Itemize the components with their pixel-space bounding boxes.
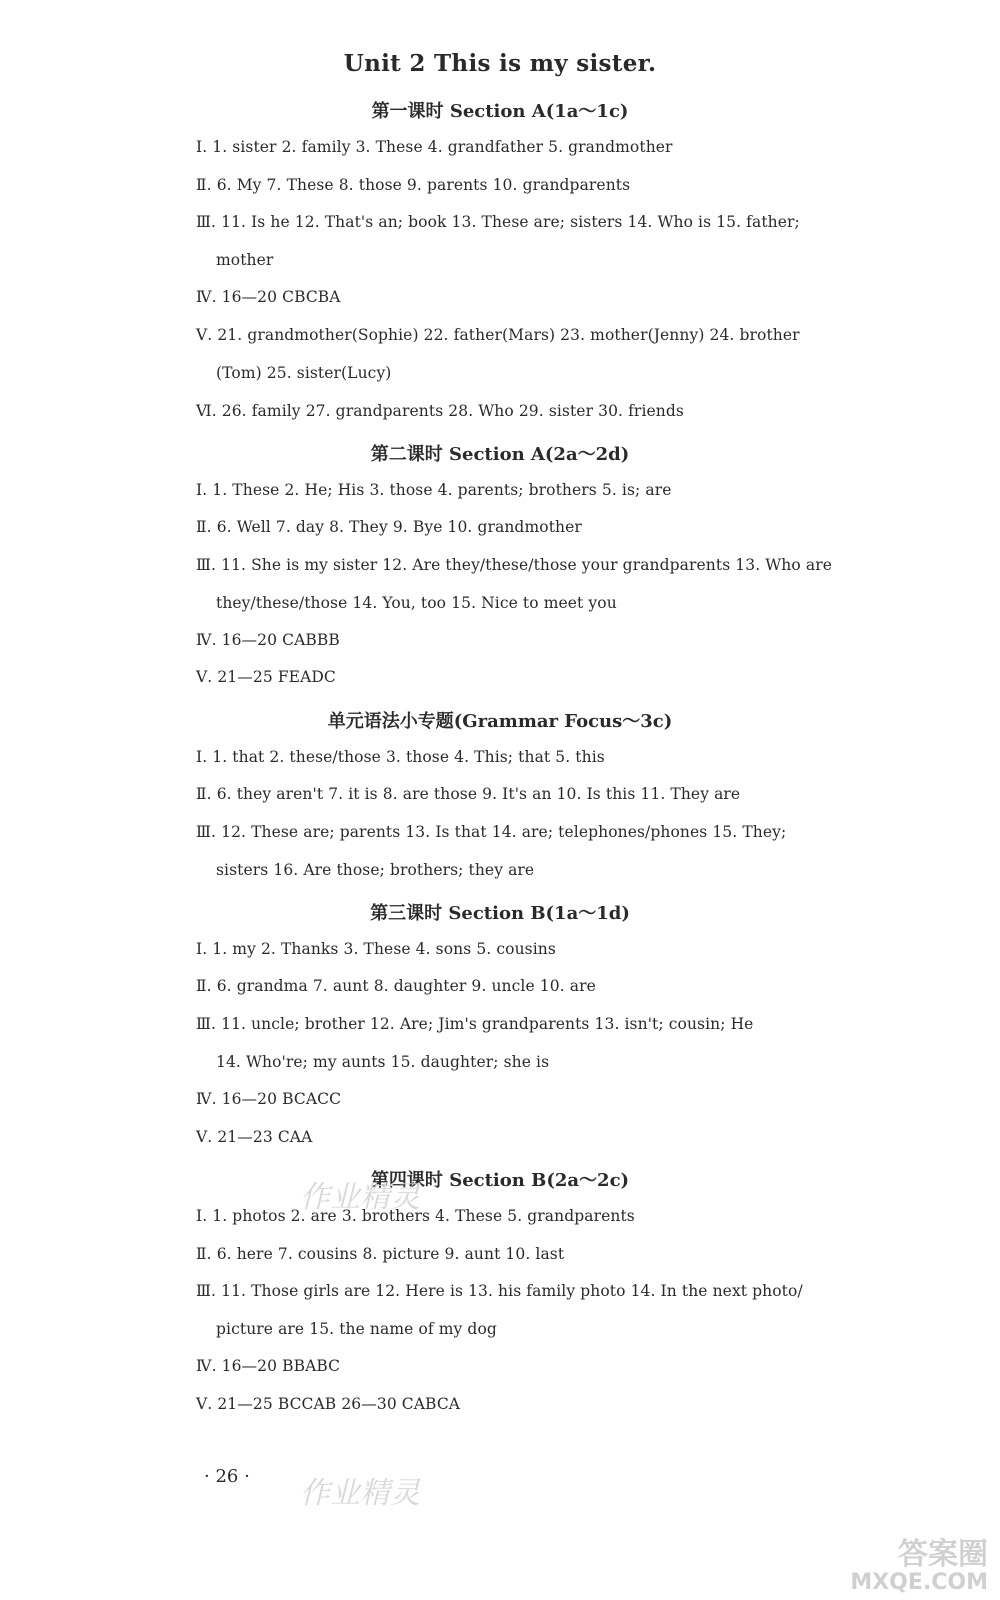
answer-line: Ⅵ. 26. family 27. grandparents 28. Who 29. sister 30. friends [196,402,684,420]
answer-line: Ⅴ. 21—25 FEADC [196,668,336,686]
answer-line: Ⅱ. 6. here 7. cousins 8. picture 9. aunt 10. last [196,1245,565,1263]
answer-line: Ⅱ. 6. My 7. These 8. those 9. parents 10. grandparents [196,176,631,194]
answer-line: Ⅱ. 6. grandma 7. aunt 8. daughter 9. uncle 10. are [196,977,596,995]
answer-line: Ⅴ. 21. grandmother(Sophie) 22. father(Mars) 23. mother(Jenny) 24. brother [196,326,800,344]
page-number: · 26 · [204,1466,250,1487]
answer-line: mother [216,251,274,269]
answer-line: Ⅰ. 1. These 2. He; His 3. those 4. parents; brothers 5. is; are [196,481,672,499]
answer-line: picture are 15. the name of my dog [216,1320,497,1338]
watermark-text: 作业精灵 [300,1180,420,1215]
answer-line: Ⅲ. 11. Is he 12. That's an; book 13. These are; sisters 14. Who is 15. father; [196,213,800,231]
watermark-logo-line: MXQE.COM [850,1569,988,1595]
answer-line: Ⅲ. 12. These are; parents 13. Is that 14. are; telephones/phones 15. They; [196,823,787,841]
answer-line: 14. Who're; my aunts 15. daughter; she is [216,1053,550,1071]
answer-line: Ⅳ. 16—20 CABBB [196,631,340,649]
unit-title: Unit 2 This is my sister. [343,50,657,77]
answer-line: Ⅱ. 6. they aren't 7. it is 8. are those 9. It's an 10. Is this 11. They are [196,785,741,803]
section-heading: 第一课时 Section A(1a～1c) [371,101,629,122]
answer-line: Ⅴ. 21—23 CAA [196,1128,313,1146]
answer-line: Ⅴ. 21—25 BCCAB 26—30 CABCA [196,1395,461,1413]
answer-line: Ⅳ. 16—20 CBCBA [196,288,341,306]
answer-line: Ⅱ. 6. Well 7. day 8. They 9. Bye 10. grandmother [196,518,582,536]
section-heading: 单元语法小专题(Grammar Focus～3c) [327,711,673,732]
answer-line: Ⅰ. 1. photos 2. are 3. brothers 4. These 5. grandparents [196,1207,635,1225]
answer-line: Ⅰ. 1. that 2. these/those 3. those 4. This; that 5. this [196,748,605,766]
answer-line: Ⅰ. 1. sister 2. family 3. These 4. grandfather 5. grandmother [196,138,673,156]
watermark-text: 作业精灵 [300,1476,420,1511]
answer-line: Ⅳ. 16—20 BBABC [196,1357,341,1375]
answer-line: Ⅰ. 1. my 2. Thanks 3. These 4. sons 5. cousins [196,940,556,958]
answer-line: Ⅳ. 16—20 BCACC [196,1090,342,1108]
answer-line: Ⅲ. 11. uncle; brother 12. Are; Jim's grandparents 13. isn't; cousin; He [196,1015,754,1033]
answer-line: Ⅲ. 11. Those girls are 12. Here is 13. his family photo 14. In the next photo/ [196,1282,803,1300]
answer-line: Ⅲ. 11. She is my sister 12. Are they/these/those your grandparents 13. Who are [196,556,832,574]
section-heading: 第二课时 Section A(2a～2d) [370,444,630,465]
answer-line: sisters 16. Are those; brothers; they are [216,861,535,879]
watermark-logo-line: 答案圈 [898,1537,988,1573]
watermark-logo [850,1539,988,1594]
answer-line: (Tom) 25. sister(Lucy) [216,364,392,382]
section-heading: 第四课时 Section B(2a～2c) [370,1170,630,1191]
section-heading: 第三课时 Section B(1a～1d) [370,903,630,924]
answer-line: they/these/those 14. You, too 15. Nice to meet you [216,594,617,612]
